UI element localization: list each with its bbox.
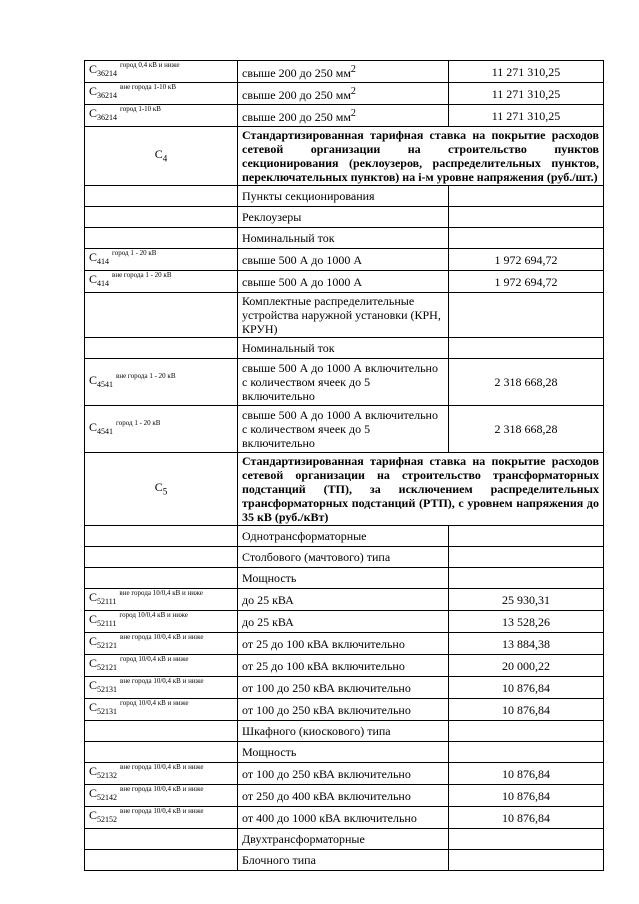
rate-value: 2 318 668,28 [449,359,604,406]
rate-description: от 100 до 250 кВА включительно [238,763,449,785]
table-row [85,611,604,633]
category-label: Номинальный ток [238,228,449,249]
rate-code: $C_{52121}^{город 10/0,4 кВ и ниже}$ [85,655,238,677]
table-row [85,633,604,655]
rate-value: 11 271 310,25 [449,83,604,105]
section-header-row [85,127,604,186]
category-label: Номинальный ток [238,338,449,359]
table-row [85,249,604,271]
rate-value: 13 528,26 [449,611,604,633]
rate-value: 10 876,84 [449,677,604,699]
table-row [85,589,604,611]
rate-code: $C_{52131}^{город 10/0,4 кВ и ниже}$ [85,699,238,721]
rate-value: 1 972 694,72 [449,249,604,271]
category-label: Двухтрансформаторные [238,829,449,850]
rate-description: от 400 до 1000 кВА включительно [238,807,449,829]
rate-description: от 25 до 100 кВА включительно [238,633,449,655]
rate-value: 10 876,84 [449,763,604,785]
rate-code: $C_{414}^{город 1 - 20 кВ}$ [85,249,238,271]
table-row [85,699,604,721]
table-row [85,568,604,589]
table-row [85,829,604,850]
category-label: Мощность [238,568,449,589]
table-row [85,105,604,127]
rate-code: $C_{52111}^{вне города 10/0,4 кВ и ниже}$ [85,589,238,611]
table-row [85,293,604,338]
table-row [85,359,604,406]
category-label: Мощность [238,742,449,763]
rate-description: от 250 до 400 кВА включительно [238,785,449,807]
rate-description: свыше 200 до 250 $мм^2$ [238,61,449,83]
rate-value: 10 876,84 [449,807,604,829]
section-header-row [85,453,604,526]
rate-description: свыше 500 А до 1000 А [238,271,449,293]
category-label: Реклоузеры [238,207,449,228]
rate-description: до 25 кВА [238,611,449,633]
rate-description: свыше 500 А до 1000 А [238,249,449,271]
table-row [85,186,604,207]
table-row [85,850,604,871]
table-row [85,526,604,547]
table-row [85,655,604,677]
rate-description: свыше 500 А до 1000 А включительно с количеством ячеек до 5 включительно [238,359,449,406]
rate-description: до 25 кВА [238,589,449,611]
section-title: Стандартизированная тарифная ставка на покрытие расходов сетевой организации на строительство пунктов секционирования (реклоузеров, распределительных пунктов, переключательных пунктов) на i-м уровне напряжения (руб./шт.) [238,127,604,186]
rate-value: 2 318 668,28 [449,406,604,453]
section-title: Стандартизированная тарифная ставка на покрытие расходов сетевой организации на строительство трансформаторных подстанций (ТП), за исключением распределительных трансформаторных подстанций (РТП), с уровнем напряжения до 35 кВ (руб./кВт) [238,453,604,526]
table-row [85,61,604,83]
rate-code: $C_{52132}^{вне города 10/0,4 кВ и ниже}$ [85,763,238,785]
table-row [85,271,604,293]
rate-code: $C_{52111}^{город 10/0,4 кВ и ниже}$ [85,611,238,633]
table-row [85,338,604,359]
table-row [85,742,604,763]
rate-code: $C_{36214}^{город 0,4 кВ и ниже}$ [85,61,238,83]
rate-description: от 100 до 250 кВА включительно [238,677,449,699]
table-row [85,677,604,699]
rate-description: свыше 200 до 250 $мм^2$ [238,105,449,127]
table-row [85,83,604,105]
rate-code: $C_{52142}^{вне города 10/0,4 кВ и ниже}$ [85,785,238,807]
rate-code: $C_{4541}^{вне города 1 - 20 кВ}$ [85,359,238,406]
section-code: $C_5$ [85,453,238,526]
rate-value: 1 972 694,72 [449,271,604,293]
section-code: $C_4$ [85,127,238,186]
table-row [85,785,604,807]
category-label: Пункты секционирования [238,186,449,207]
rate-description: свыше 200 до 250 $мм^2$ [238,83,449,105]
rate-value: 10 876,84 [449,785,604,807]
tariff-table [84,60,604,871]
rate-value: 11 271 310,25 [449,61,604,83]
rate-code: $C_{52131}^{вне города 10/0,4 кВ и ниже}$ [85,677,238,699]
rate-value: 11 271 310,25 [449,105,604,127]
rate-value: 20 000,22 [449,655,604,677]
category-label: Столбового (мачтового) типа [238,547,449,568]
table-row [85,721,604,742]
rate-code: $C_{36214}^{вне города 1-10 кВ}$ [85,83,238,105]
table-row [85,207,604,228]
category-label: Шкафного (киоскового) типа [238,721,449,742]
category-label: Однотрансформаторные [238,526,449,547]
rate-code: $C_{414}^{вне города 1 - 20 кВ}$ [85,271,238,293]
rate-description: от 25 до 100 кВА включительно [238,655,449,677]
category-label: Комплектные распределительные устройства наружной установки (КРН, КРУН) [238,293,449,338]
rate-description: от 100 до 250 кВА включительно [238,699,449,721]
category-label: Блочного типа [238,850,449,871]
rate-code: $C_{52152}^{вне города 10/0,4 кВ и ниже}$ [85,807,238,829]
table-row [85,406,604,453]
rate-value: 25 930,31 [449,589,604,611]
rate-code: $C_{4541}^{город 1 - 20 кВ}$ [85,406,238,453]
table-row [85,547,604,568]
rate-value: 10 876,84 [449,699,604,721]
table-row [85,228,604,249]
table-row [85,807,604,829]
table-row [85,763,604,785]
rate-code: $C_{52121}^{вне города 10/0,4 кВ и ниже}$ [85,633,238,655]
rate-value: 13 884,38 [449,633,604,655]
rate-description: свыше 500 А до 1000 А включительно с количеством ячеек до 5 включительно [238,406,449,453]
rate-code: $C_{36214}^{город 1-10 кВ}$ [85,105,238,127]
